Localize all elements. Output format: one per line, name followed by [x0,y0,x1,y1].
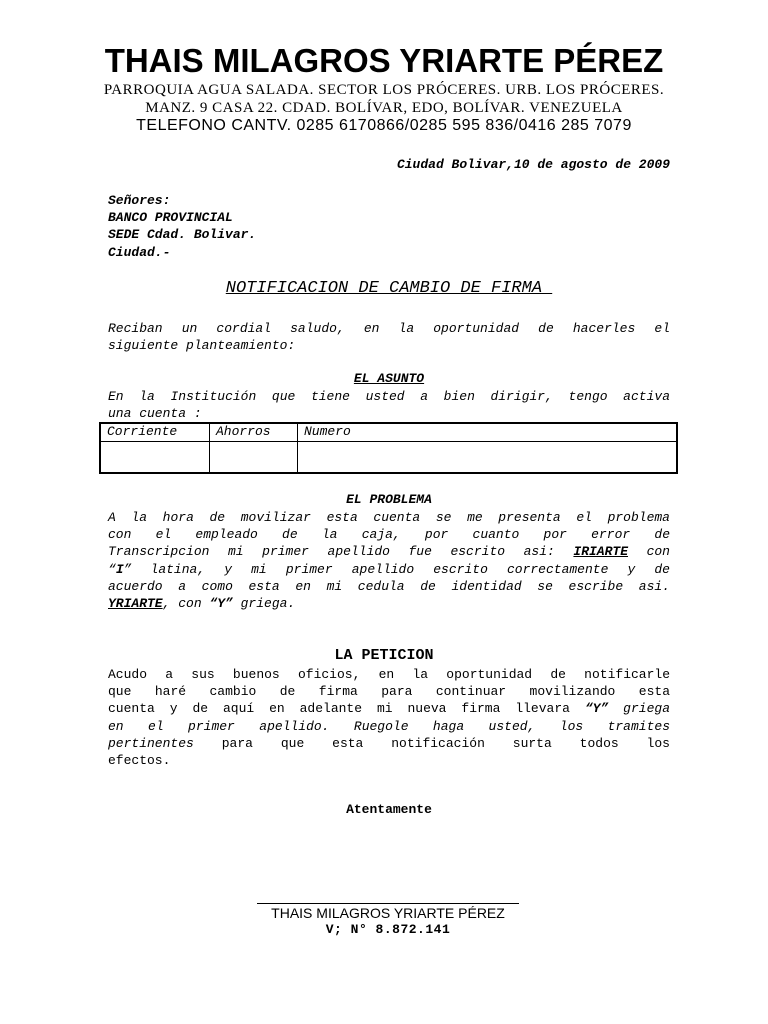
text-run: para que esta notificación surta todos los [193,735,670,751]
letter-i: I [115,561,124,577]
correct-surname: YRIARTE [108,596,163,612]
letter-date: Ciudad Bolivar,10 de agosto de 2009 [396,157,670,172]
letterhead-address-line2: MANZ. 9 CASA 22. CDAD. BOLÍVAR, EDO, BOLÍVAR. VENEZUELA [145,100,623,116]
letterhead-phone: TELEFONO CANTV. 0285 6170866/0285 595 836/0416 285 7079 [136,117,632,134]
peticion-paragraph [108,666,670,769]
section-heading-asunto-wrap [0,371,768,386]
paragraph-line: Acudo a sus buenos oficios, en la oportunidad de notificarle [108,667,670,682]
account-header-numero: Numero [304,424,351,439]
letterhead-name: THAIS MILAGROS YRIARTE PÉREZ [104,42,664,79]
account-header-corriente: Corriente [107,424,178,439]
text-run: “ [108,561,116,577]
paragraph-line: acuerdo a como esta en mi cedula de identidad se escribe asi. [108,578,670,594]
asunto-paragraph [108,388,670,422]
account-header-ahorros: Ahorros [216,424,271,439]
signature-line [257,903,519,904]
document-title: NOTIFICACION DE CAMBIO DE FIRMA [225,279,553,298]
text-run: griega [608,701,670,717]
paragraph-line: que haré cambio de firma para continuar movilizando esta [108,684,670,700]
section-heading-peticion: LA PETICION [334,647,434,664]
signature-name: THAIS MILAGROS YRIARTE PÉREZ [271,905,505,921]
section-heading-problema: EL PROBLEMA [346,492,432,507]
recipient-line: SEDE Cdad. Bolivar. [108,227,257,243]
text-run: griega. [232,596,296,612]
document-title-wrap [0,279,768,298]
paragraph-line: en el primer apellido. Ruegole haga usted, los tramites [108,718,670,734]
paragraph-line [108,595,670,612]
letterhead-address-line1: PARROQUIA AGUA SALADA. SECTOR LOS PRÓCERES. URB. LOS PRÓCERES. [103,82,665,98]
paragraph-line: una cuenta : [108,406,202,422]
text-run: ” latina, y mi primer apellido escrito correctamente y de [123,561,670,577]
text-run: cuenta y de aquí en adelante mi nueva firma llevara [108,701,585,717]
letter-y: “Y” [209,596,233,612]
text-run: , con [162,596,210,612]
paragraph-line: siguiente planteamiento: [108,338,296,354]
recipient-line: BANCO PROVINCIAL [108,210,233,226]
greeting-paragraph [108,320,670,354]
signature-id-number: V; N° 8.872.141 [325,922,451,937]
misspelled-surname: IRIARTE [573,544,629,560]
recipient-line: Ciudad.- [108,244,171,260]
paragraph-line [108,543,670,560]
account-table [99,422,678,474]
paragraph-line [108,735,670,752]
text-run: pertinentes [108,735,194,751]
closing-salutation: Atentamente [346,802,432,817]
paragraph-line: A la hora de movilizar esta cuenta se me presenta el problema [108,510,670,525]
paragraph-line: En la Institución que tiene usted a bien dirigir, tengo activa [108,389,670,404]
paragraph-line: Reciban un cordial saludo, en la oportunidad de hacerles el [108,321,670,336]
paragraph-line: con el empleado de la caja, por cuanto por error de [108,527,670,543]
text-run: con [628,544,670,560]
recipient-block [108,192,408,261]
problema-paragraph [108,509,670,612]
recipient-line: Señores: [108,193,171,208]
text-run: Transcripcion mi primer apellido fue escrito asi: [108,544,574,560]
paragraph-line [108,700,670,717]
section-heading-asunto: EL ASUNTO [353,371,425,386]
paragraph-line [108,561,670,578]
letter-y: “Y” [584,701,609,717]
paragraph-line: efectos. [108,753,171,769]
